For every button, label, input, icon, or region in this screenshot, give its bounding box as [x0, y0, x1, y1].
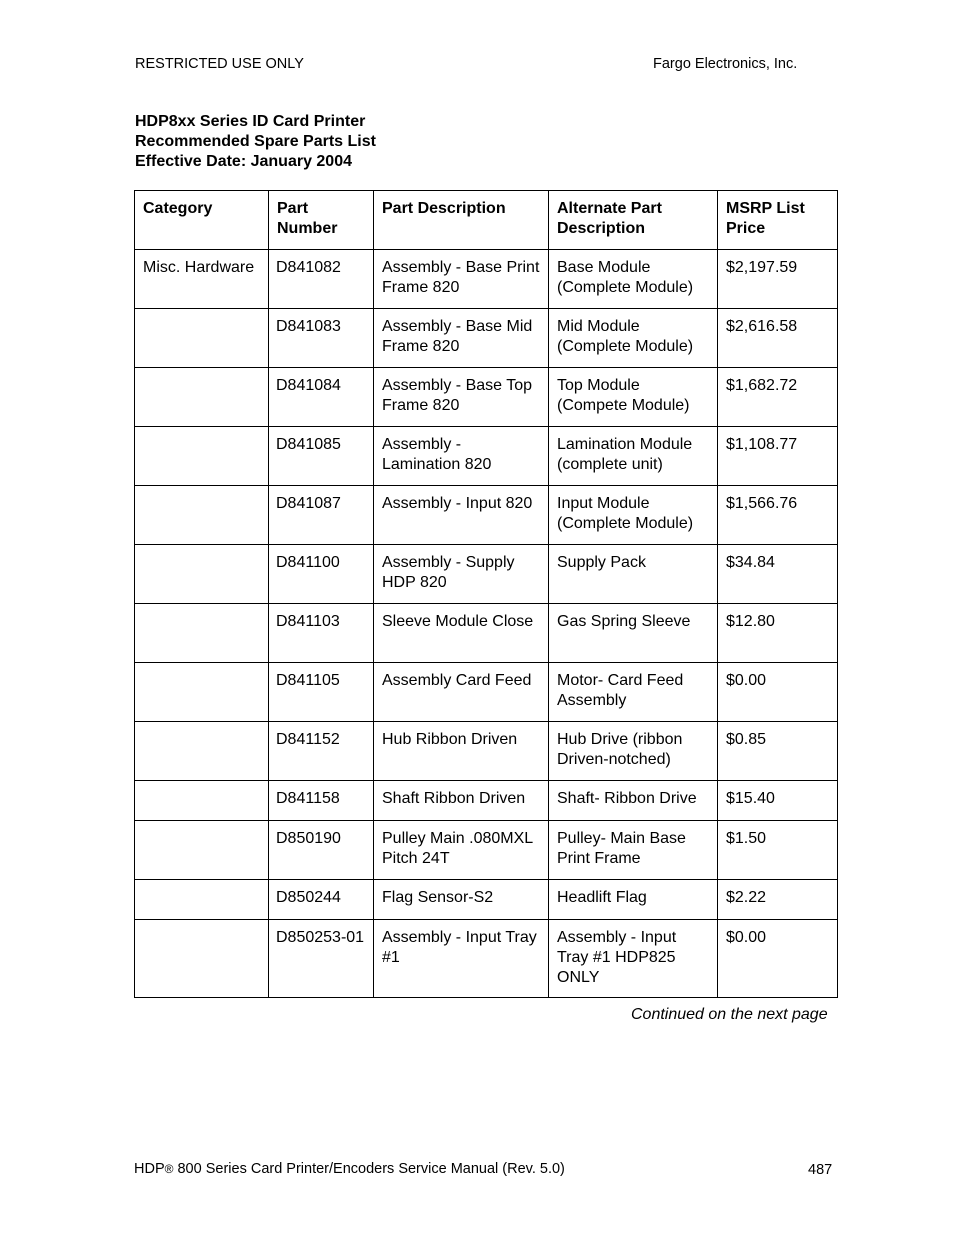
footer-manual-title: [134, 1161, 565, 1177]
column-header-part-number: Part Number: [269, 191, 374, 250]
cell-part-description: Hub Ribbon Driven: [374, 722, 549, 781]
cell-category: [135, 920, 269, 998]
cell-alternate-description: Gas Spring Sleeve: [549, 604, 718, 663]
cell-msrp-price: $2,197.59: [718, 250, 838, 309]
table-row: [135, 722, 838, 781]
cell-msrp-price: $1,566.76: [718, 486, 838, 545]
table-row: [135, 545, 838, 604]
cell-category: [135, 545, 269, 604]
cell-category: [135, 722, 269, 781]
cell-part-description: Assembly - Base Mid Frame 820: [374, 309, 549, 368]
table-row: [135, 604, 838, 663]
cell-part-description: Shaft Ribbon Driven: [374, 781, 549, 821]
cell-part-description: Assembly Card Feed: [374, 663, 549, 722]
footer-brand: HDP: [134, 1161, 165, 1177]
table-row: [135, 250, 838, 309]
cell-part-number: D841158: [269, 781, 374, 821]
table-row: [135, 309, 838, 368]
cell-alternate-description: Pulley- Main Base Print Frame: [549, 821, 718, 880]
cell-part-description: Pulley Main .080MXL Pitch 24T: [374, 821, 549, 880]
header-restricted: RESTRICTED USE ONLY: [135, 56, 304, 72]
cell-part-description: Assembly - Supply HDP 820: [374, 545, 549, 604]
cell-msrp-price: $0.85: [718, 722, 838, 781]
cell-alternate-description: Lamination Module (complete unit): [549, 427, 718, 486]
cell-part-number: D841105: [269, 663, 374, 722]
title-line-1: HDP8xx Series ID Card Printer: [135, 113, 366, 130]
cell-part-number: D841152: [269, 722, 374, 781]
cell-part-number: D841083: [269, 309, 374, 368]
table-row: [135, 920, 838, 998]
cell-msrp-price: $1.50: [718, 821, 838, 880]
header-company: Fargo Electronics, Inc.: [653, 56, 798, 72]
cell-part-number: D850253-01: [269, 920, 374, 998]
cell-msrp-price: $1,108.77: [718, 427, 838, 486]
cell-alternate-description: Input Module (Complete Module): [549, 486, 718, 545]
cell-category: [135, 604, 269, 663]
cell-part-description: Assembly - Base Print Frame 820: [374, 250, 549, 309]
cell-part-number: D850190: [269, 821, 374, 880]
cell-category: [135, 880, 269, 920]
cell-part-description: Assembly - Input Tray #1: [374, 920, 549, 998]
table-row: [135, 821, 838, 880]
cell-msrp-price: $0.00: [718, 663, 838, 722]
cell-category: [135, 427, 269, 486]
table-header-row: [135, 191, 838, 250]
column-header-category: Category: [135, 191, 269, 250]
cell-category: [135, 781, 269, 821]
registered-mark-icon: ®: [164, 1162, 174, 1176]
cell-alternate-description: Hub Drive (ribbon Driven-notched): [549, 722, 718, 781]
cell-category: [135, 368, 269, 427]
cell-msrp-price: $2.22: [718, 880, 838, 920]
column-header-alternate-description: Alternate Part Description: [549, 191, 718, 250]
cell-part-description: Sleeve Module Close: [374, 604, 549, 663]
cell-part-description: Flag Sensor-S2: [374, 880, 549, 920]
table-row: [135, 427, 838, 486]
table-row: [135, 781, 838, 821]
table-row: [135, 368, 838, 427]
cell-part-description: Assembly - Lamination 820: [374, 427, 549, 486]
title-line-3: Effective Date: January 2004: [135, 153, 352, 170]
document-titles: [135, 112, 376, 172]
cell-part-number: D850244: [269, 880, 374, 920]
table-row: [135, 486, 838, 545]
cell-alternate-description: Motor- Card Feed Assembly: [549, 663, 718, 722]
cell-category: [135, 486, 269, 545]
cell-part-description: Assembly - Base Top Frame 820: [374, 368, 549, 427]
cell-part-number: D841087: [269, 486, 374, 545]
cell-msrp-price: $12.80: [718, 604, 838, 663]
cell-alternate-description: Mid Module (Complete Module): [549, 309, 718, 368]
table-row: [135, 880, 838, 920]
cell-msrp-price: $34.84: [718, 545, 838, 604]
cell-category: [135, 309, 269, 368]
table-row: [135, 663, 838, 722]
cell-part-number: D841085: [269, 427, 374, 486]
page-number: 487: [808, 1162, 833, 1178]
cell-alternate-description: Headlift Flag: [549, 880, 718, 920]
cell-part-number: D841082: [269, 250, 374, 309]
cell-msrp-price: $15.40: [718, 781, 838, 821]
cell-part-number: D841100: [269, 545, 374, 604]
cell-alternate-description: Supply Pack: [549, 545, 718, 604]
cell-msrp-price: $2,616.58: [718, 309, 838, 368]
cell-part-description: Assembly - Input 820: [374, 486, 549, 545]
column-header-msrp-price: MSRP List Price: [718, 191, 838, 250]
footer-title-text: 800 Series Card Printer/Encoders Service Manual (Rev. 5.0): [173, 1161, 565, 1177]
continued-note: Continued on the next page: [631, 1006, 828, 1023]
cell-part-number: D841103: [269, 604, 374, 663]
cell-msrp-price: $0.00: [718, 920, 838, 998]
spare-parts-table: [134, 190, 838, 998]
cell-category: Misc. Hardware: [135, 250, 269, 309]
cell-msrp-price: $1,682.72: [718, 368, 838, 427]
cell-alternate-description: Top Module (Compete Module): [549, 368, 718, 427]
column-header-part-description: Part Description: [374, 191, 549, 250]
cell-alternate-description: Shaft- Ribbon Drive: [549, 781, 718, 821]
title-line-2: Recommended Spare Parts List: [135, 133, 376, 150]
cell-alternate-description: Base Module (Complete Module): [549, 250, 718, 309]
cell-part-number: D841084: [269, 368, 374, 427]
cell-category: [135, 663, 269, 722]
cell-category: [135, 821, 269, 880]
cell-alternate-description: Assembly - Input Tray #1 HDP825 ONLY: [549, 920, 718, 998]
